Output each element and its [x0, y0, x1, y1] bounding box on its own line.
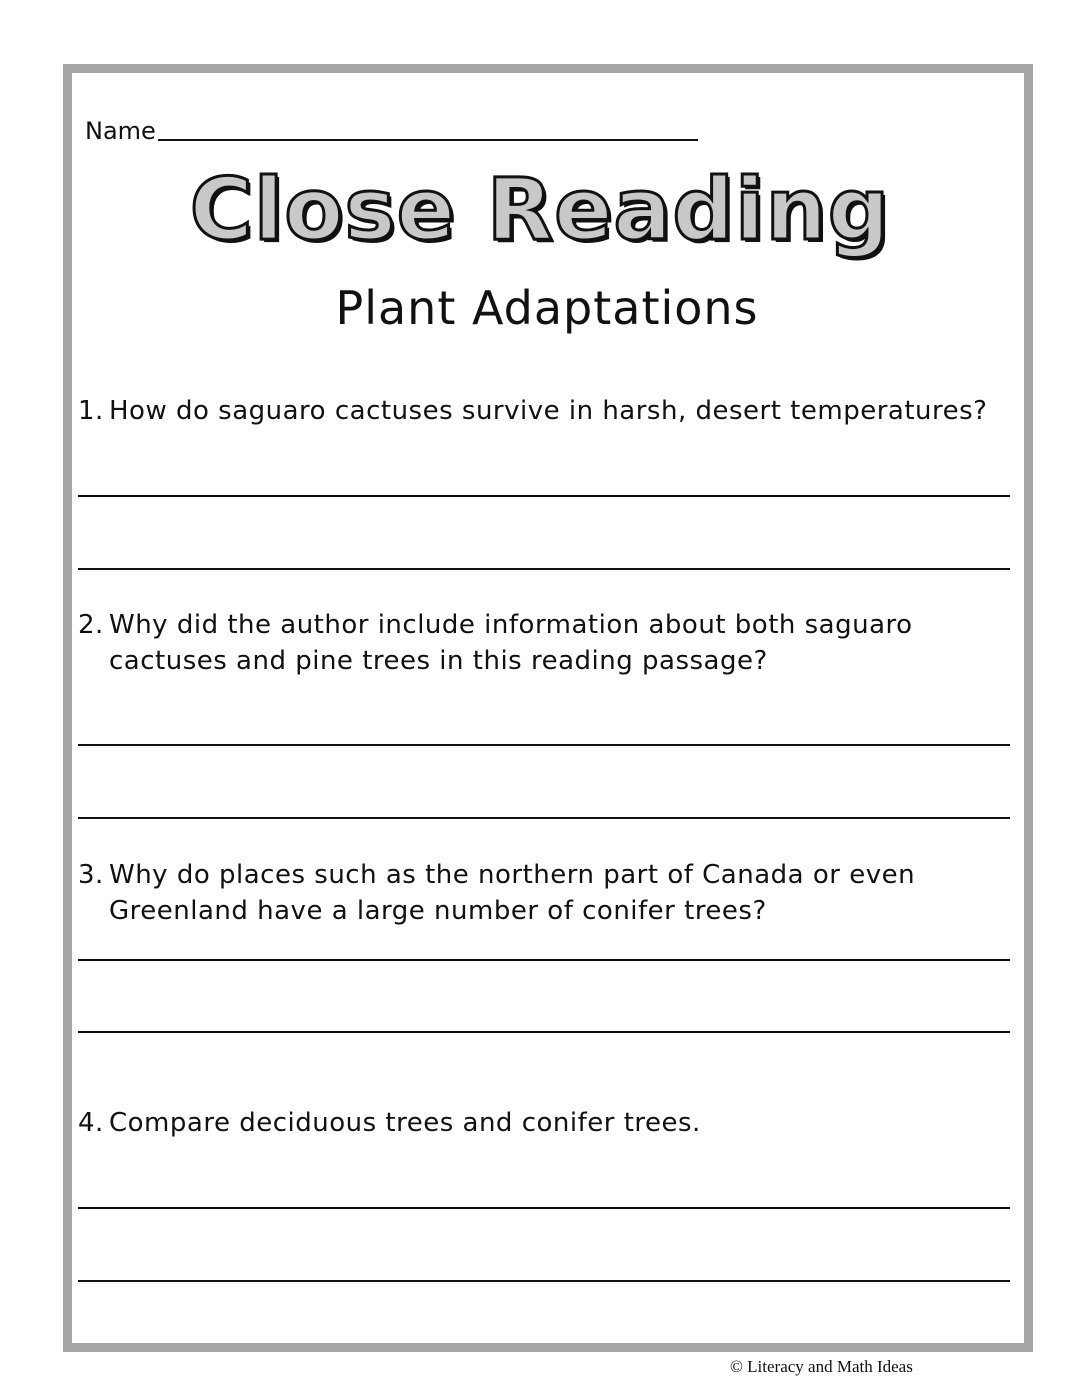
question-4 [78, 1105, 1008, 1141]
page-title: Close Reading [189, 160, 891, 260]
question-number: 1. [78, 396, 104, 426]
copyright-notice: © Literacy and Math Ideas [730, 1357, 913, 1376]
answer-line[interactable] [78, 744, 1010, 746]
question-text: Compare deciduous trees and conifer trees. [109, 1108, 701, 1138]
answer-line[interactable] [78, 1207, 1010, 1209]
answer-line[interactable] [78, 568, 1010, 570]
question-text: How do saguaro cactuses survive in harsh, desert temperatures? [109, 396, 988, 426]
answer-line[interactable] [78, 495, 1010, 497]
page-subtitle: Plant Adaptations [335, 281, 759, 335]
answer-line[interactable] [78, 959, 1010, 961]
question-2 [78, 607, 1008, 679]
question-text: Why did the author include information about both saguaro cactuses and pine trees in this reading passage? [109, 610, 913, 676]
question-number: 4. [78, 1108, 104, 1138]
question-1 [78, 393, 1008, 429]
answer-line[interactable] [78, 1280, 1010, 1282]
name-label: Name [85, 117, 156, 145]
question-number: 3. [78, 860, 104, 890]
name-field[interactable] [158, 139, 698, 141]
name-row [85, 116, 698, 146]
question-text: Why do places such as the northern part of Canada or even Greenland have a large number of conifer trees? [109, 860, 916, 926]
answer-line[interactable] [78, 1031, 1010, 1033]
answer-line[interactable] [78, 817, 1010, 819]
question-3 [78, 857, 1008, 929]
question-number: 2. [78, 610, 104, 640]
